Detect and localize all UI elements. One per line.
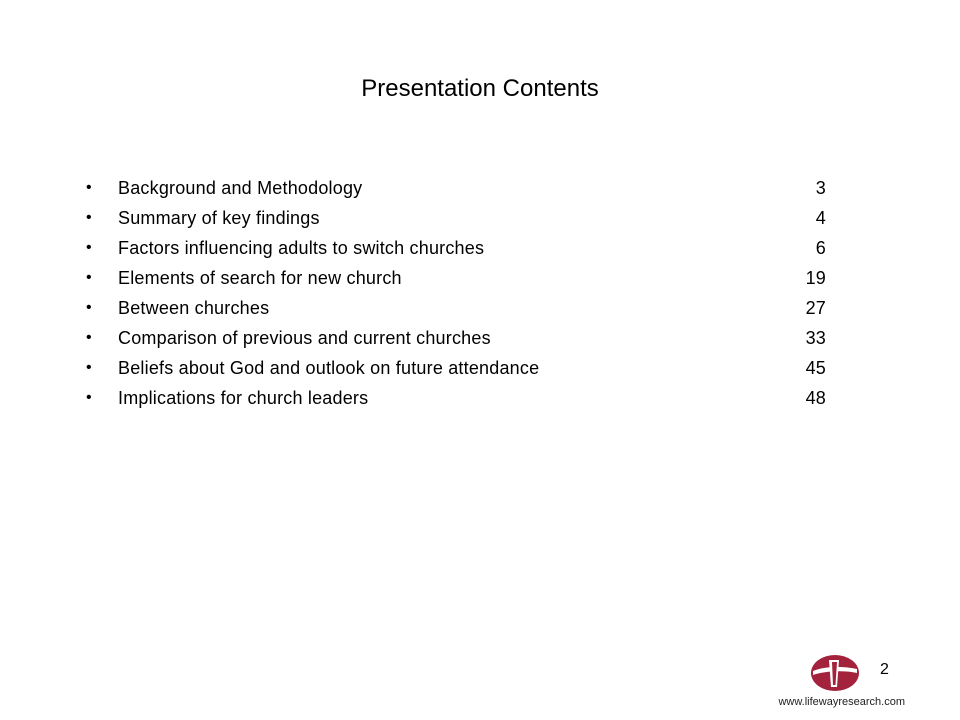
bullet-icon: •	[86, 359, 92, 376]
table-of-contents	[80, 173, 840, 413]
toc-item-page: 4	[815, 208, 826, 228]
toc-item	[80, 293, 840, 323]
bullet-icon: •	[86, 239, 92, 256]
bullet-icon: •	[86, 179, 92, 196]
toc-item-page: 3	[815, 178, 826, 198]
toc-item-label: Factors influencing adults to switch churches	[118, 238, 485, 258]
bullet-icon: •	[86, 389, 92, 406]
toc-item-label: Summary of key findings	[118, 208, 320, 228]
toc-item-page: 45	[805, 358, 826, 378]
footer-url: www.lifewayresearch.com	[778, 696, 905, 708]
toc-item-label: Between churches	[118, 298, 270, 318]
lifeway-research-cross-logo-icon	[810, 654, 860, 692]
toc-item	[80, 263, 840, 293]
toc-item-label: Beliefs about God and outlook on future attendance	[118, 358, 540, 378]
toc-item-label: Comparison of previous and current churches	[118, 328, 491, 348]
toc-item-label: Implications for church leaders	[118, 388, 369, 408]
slide-title: Presentation Contents	[361, 75, 599, 102]
bullet-icon: •	[86, 299, 92, 316]
bullet-icon: •	[86, 269, 92, 286]
toc-item-page: 27	[805, 298, 826, 318]
toc-item	[80, 383, 840, 413]
toc-item	[80, 353, 840, 383]
toc-item-label: Elements of search for new church	[118, 268, 402, 288]
bullet-icon: •	[86, 329, 92, 346]
toc-item	[80, 323, 840, 353]
toc-item-page: 6	[815, 238, 826, 258]
toc-item-page: 33	[805, 328, 826, 348]
toc-item-page: 48	[805, 388, 826, 408]
toc-item	[80, 173, 840, 203]
toc-item-page: 19	[805, 268, 826, 288]
toc-item-label: Background and Methodology	[118, 178, 363, 198]
toc-item	[80, 233, 840, 263]
toc-item	[80, 203, 840, 233]
page-number: 2	[880, 661, 889, 678]
bullet-icon: •	[86, 209, 92, 226]
